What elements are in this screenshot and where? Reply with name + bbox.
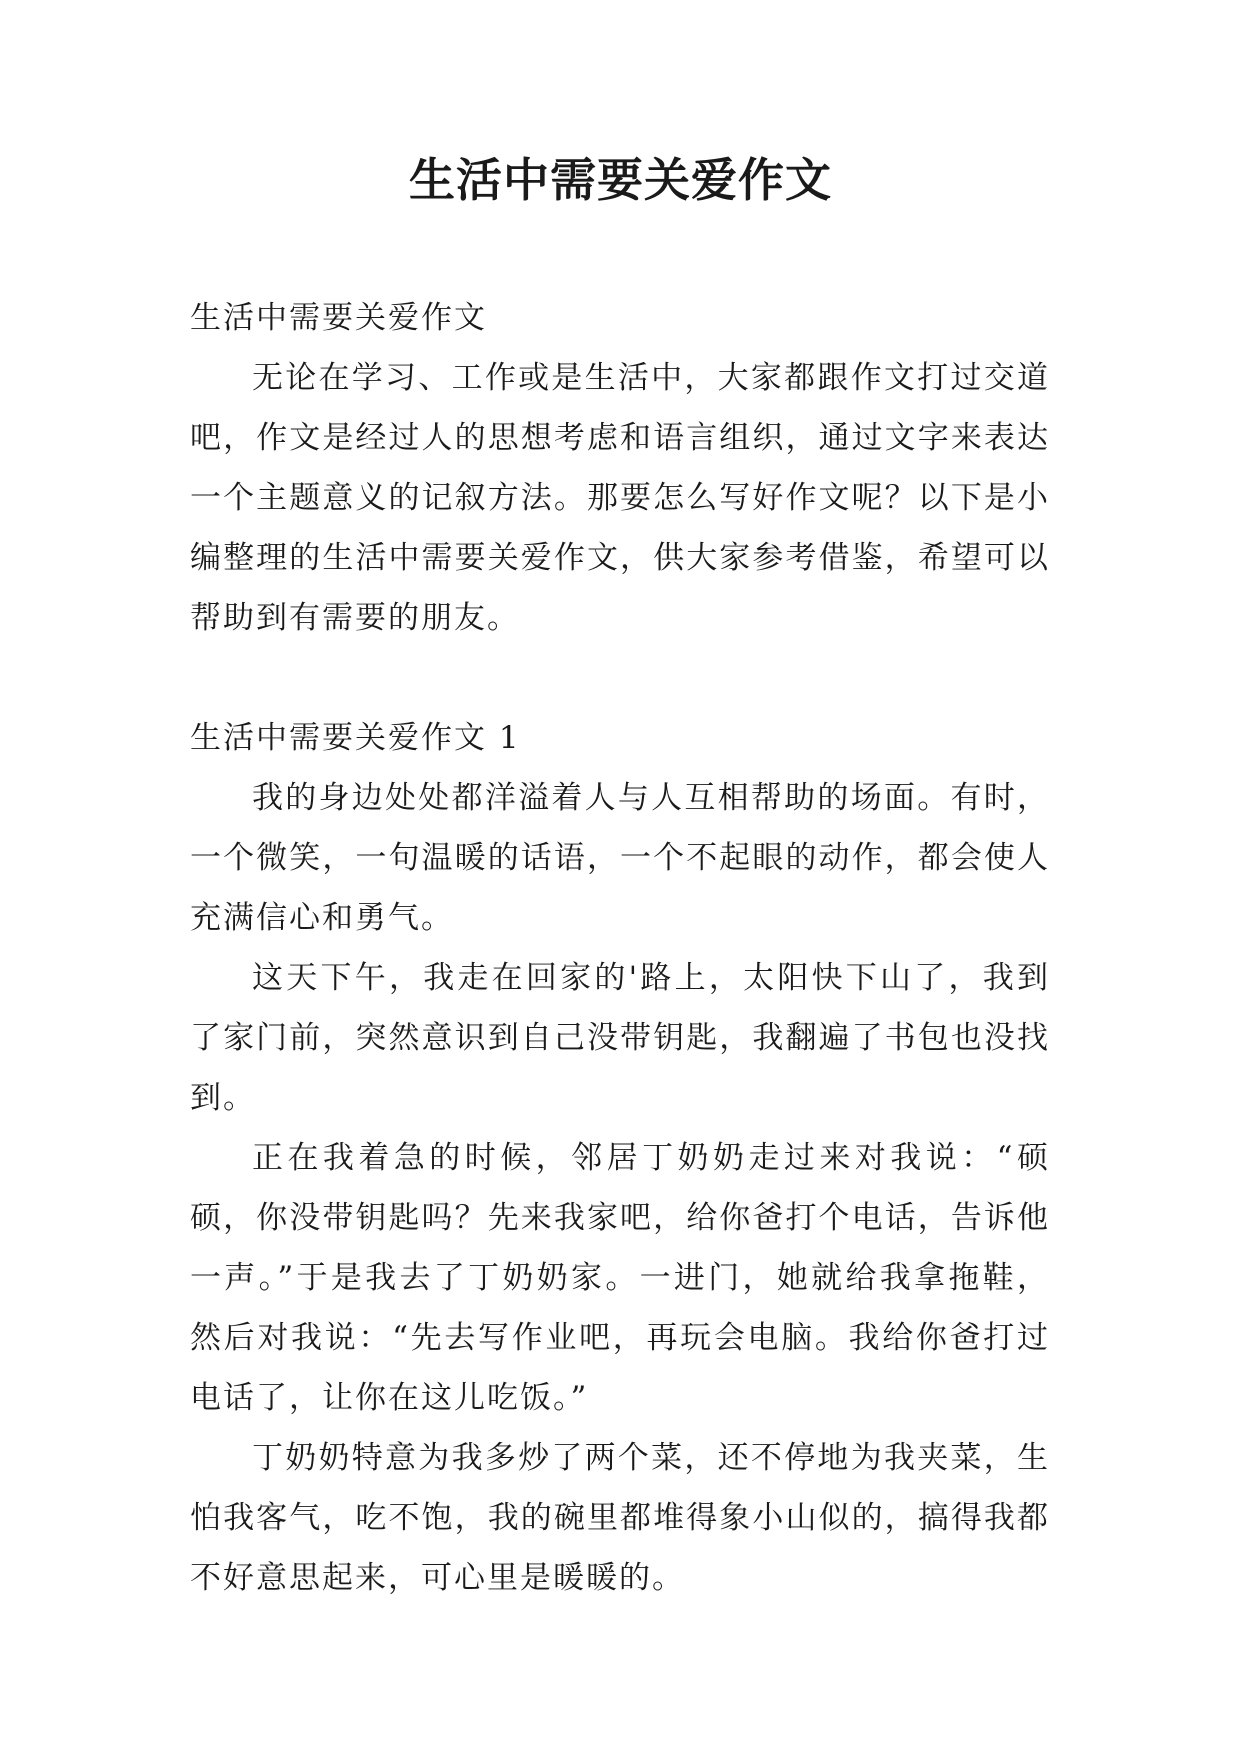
essay-1-paragraph: 丁奶奶特意为我多炒了两个菜，还不停地为我夹菜，生怕我客气，吃不饱，我的碗里都堆得象小山似的，搞得我都不好意思起来，可心里是暖暖的。 <box>190 1440 1050 1596</box>
document-body <box>190 288 1050 1608</box>
intro-heading: 生活中需要关爱作文 <box>190 300 487 336</box>
document-title: 生活中需要关爱作文 <box>409 153 832 207</box>
essay-1-heading: 生活中需要关爱作文 1 <box>190 720 521 756</box>
essay-1-paragraph: 我的身边处处都洋溢着人与人互相帮助的场面。有时，一个微笑，一句温暖的话语，一个不起眼的动作，都会使人充满信心和勇气。 <box>190 780 1050 936</box>
intro-paragraph: 无论在学习、工作或是生活中，大家都跟作文打过交道吧，作文是经过人的思想考虑和语言组织，通过文字来表达一个主题意义的记叙方法。那要怎么写好作文呢？以下是小编整理的生活中需要关爱作文，供大家参考借鉴，希望可以帮助到有需要的朋友。 <box>190 360 1050 636</box>
essay-1-paragraph: 这天下午，我走在回家的'路上，太阳快下山了，我到了家门前，突然意识到自己没带钥匙，我翻遍了书包也没找到。 <box>190 960 1050 1116</box>
essay-1-paragraph: 正在我着急的时候，邻居丁奶奶走过来对我说：“硕硕，你没带钥匙吗？先来我家吧，给你爸打个电话，告诉他一声。”于是我去了丁奶奶家。一进门，她就给我拿拖鞋，然后对我说：“先去写作业吧，再玩会电脑。我给你爸打过电话了，让你在这儿吃饭。” <box>190 1140 1050 1416</box>
